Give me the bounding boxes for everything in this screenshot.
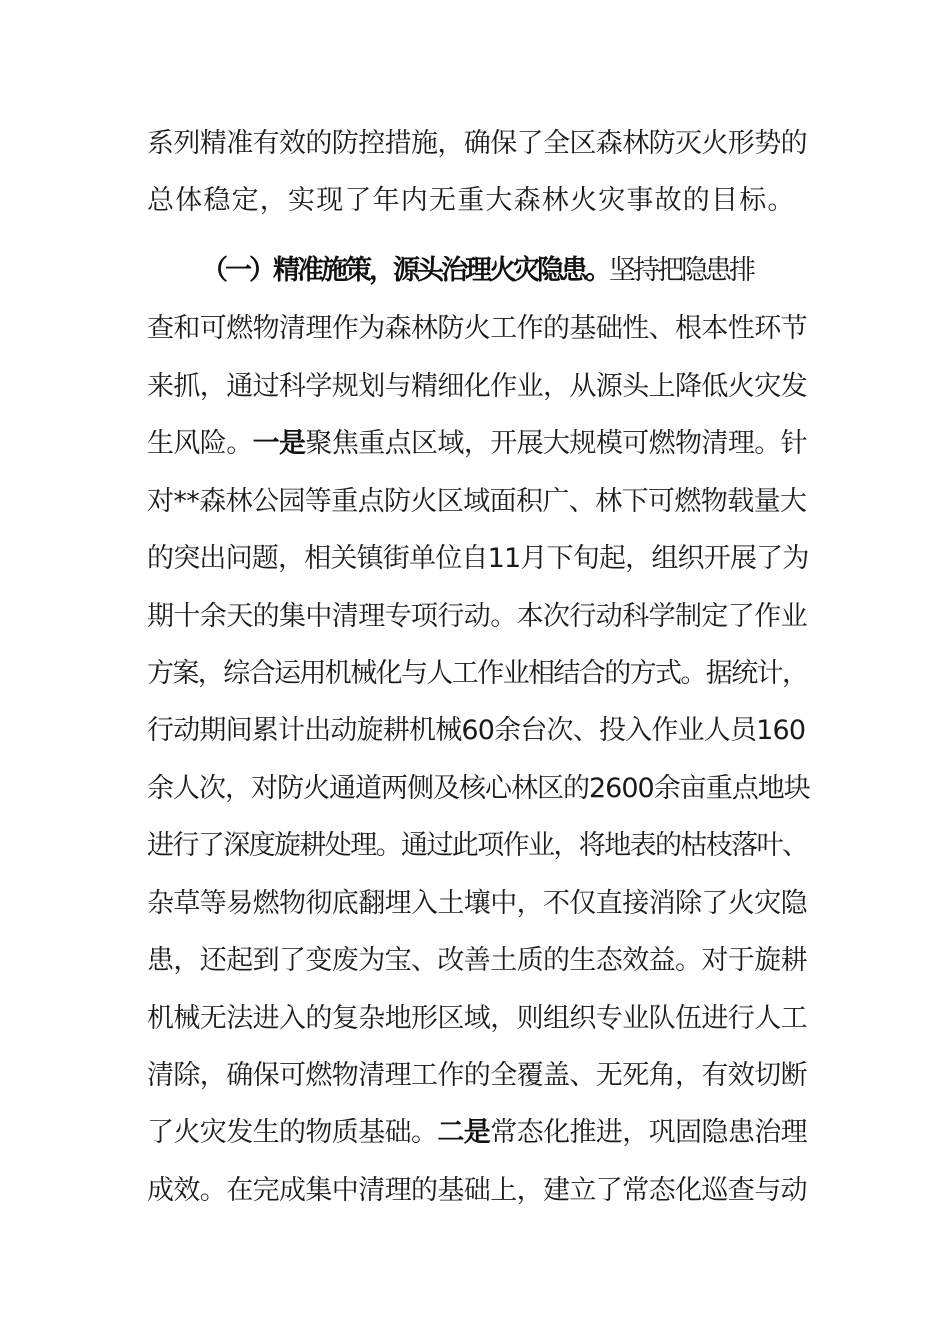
- text-line: [147, 427, 807, 461]
- text-line: [147, 1174, 807, 1208]
- line-text: 系列精准有效的防控措施，确保了全区森林防灭火形势的: [147, 128, 807, 159]
- line-text: 坚持把隐患排: [609, 255, 753, 286]
- emphasis-marker: 一是: [252, 428, 306, 459]
- line-text: 机械无法进入的复杂地形区域，则组织专业队伍进行人工: [147, 1003, 807, 1034]
- line-text: 查和可燃物清理作为森林防火工作的基础性、根本性环节: [147, 313, 807, 344]
- section-heading: （一）精准施策，源头治理火灾隐患。: [201, 255, 609, 286]
- text-line: [147, 1002, 807, 1036]
- line-text: 常态化推进，巩固隐患治理: [490, 1117, 808, 1148]
- line-text: 对**森林公园等重点防火区域面积广、林下可燃物载量大: [147, 486, 807, 517]
- text-line: [147, 542, 807, 576]
- line-text: 方案，综合运用机械化与人工作业相结合的方式。据统计，: [147, 658, 808, 689]
- line-text: 成效。在完成集中清理的基础上，建立了常态化巡查与动: [147, 1175, 807, 1206]
- line-text: 进行了深度旋耕处理。通过此项作业，将地表的枯枝落叶、: [147, 830, 808, 861]
- text-line: [147, 184, 807, 218]
- text-line: [147, 714, 807, 748]
- line-text: 的突出问题，相关镇街单位自11月下旬起，组织开展了为: [147, 543, 809, 574]
- text-line: [147, 600, 807, 634]
- section-heading-line: [201, 254, 861, 288]
- line-text: 清除，确保可燃物清理工作的全覆盖、无死角，有效切断: [147, 1060, 807, 1091]
- line-text: 期十余天的集中清理专项行动。本次行动科学制定了作业: [147, 601, 807, 632]
- text-line: [147, 887, 807, 921]
- emphasis-marker: 二是: [437, 1117, 491, 1148]
- text-line: [147, 370, 807, 404]
- line-text: 聚焦重点区域，开展大规模可燃物清理。针: [305, 428, 808, 459]
- line-text: 了火灾发生的物质基础。: [147, 1117, 438, 1148]
- line-text: 余人次，对防火通道两侧及核心林区的2600余亩重点地块: [147, 773, 810, 804]
- text-line: [147, 127, 807, 161]
- text-line: [147, 1059, 807, 1093]
- line-text: 总体稳定，实现了年内无重大森林火灾事故的目标。: [147, 185, 796, 216]
- text-line: [147, 312, 807, 346]
- text-line: [147, 944, 807, 978]
- line-text: 患，还起到了变废为宝、改善土质的生态效益。对于旋耕: [147, 945, 807, 976]
- text-line: [147, 485, 807, 519]
- line-text: 杂草等易燃物彻底翻埋入土壤中，不仅直接消除了火灾隐: [147, 888, 807, 919]
- text-line: [147, 1116, 807, 1150]
- text-line: [147, 829, 807, 863]
- text-line: [147, 772, 810, 806]
- line-text: 来抓，通过科学规划与精细化作业，从源头上降低火灾发: [147, 371, 807, 402]
- text-line: [147, 657, 807, 691]
- line-text: 行动期间累计出动旋耕机械60余台次、投入作业人员160: [147, 715, 806, 746]
- line-text: 生风险。: [147, 428, 253, 459]
